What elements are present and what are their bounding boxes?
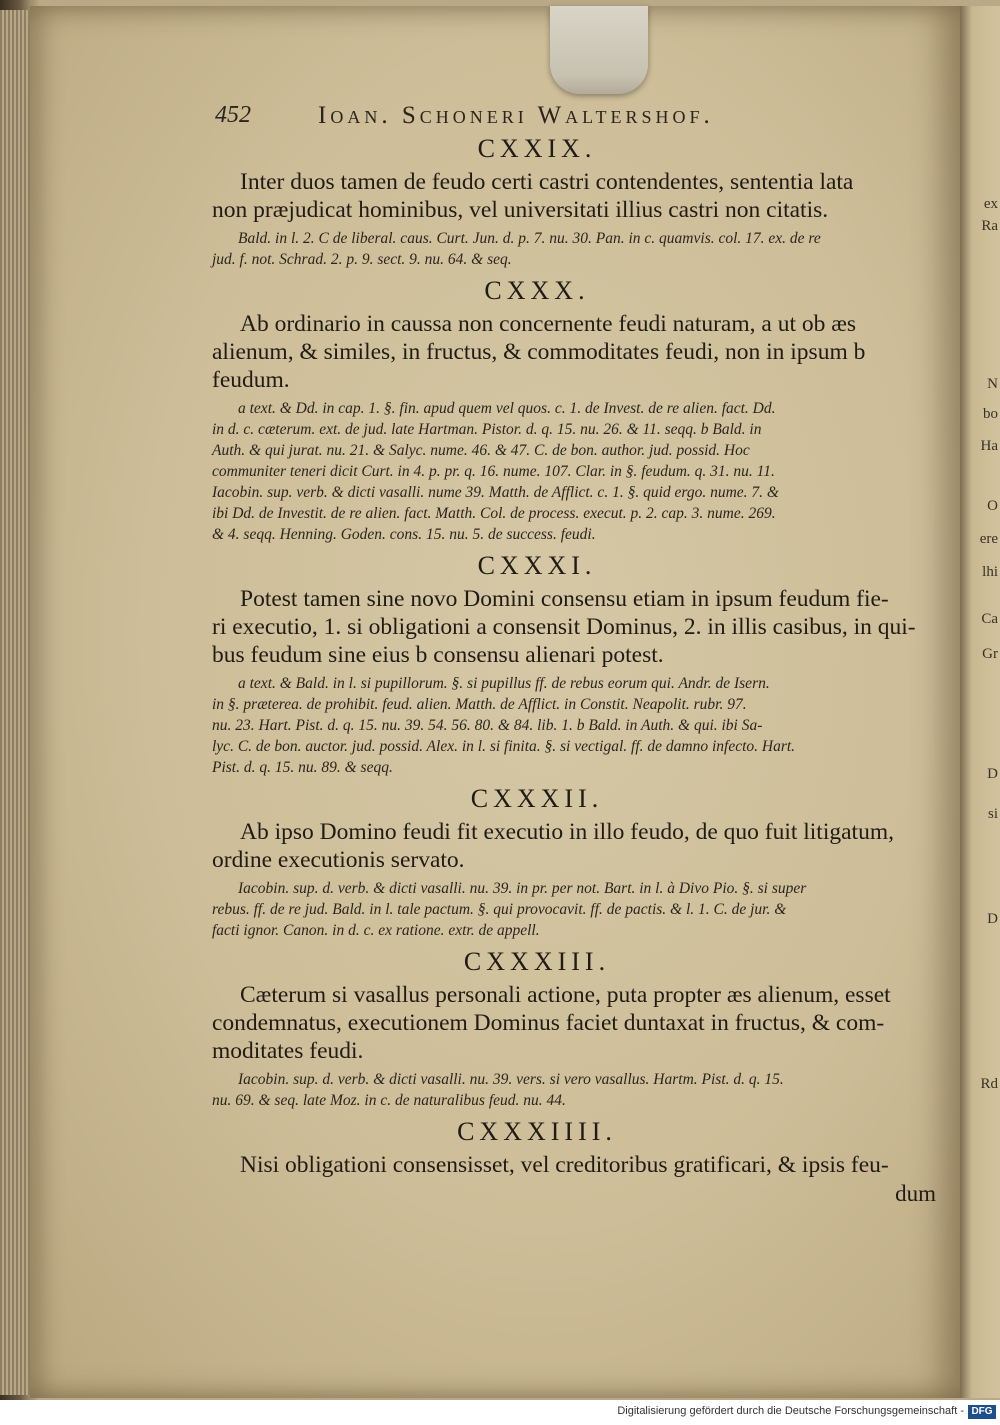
citation-note [212, 673, 942, 778]
section-number: CXXIX. [477, 134, 597, 163]
page-stack-edge [0, 10, 32, 1395]
text-line: ri executio, 1. si obligationi a consensit Dominus, 2. in illis casibus, in qui- [212, 614, 916, 640]
note-line: a text. & Dd. in cap. 1. §. fin. apud quem vel quos. c. 1. de Invest. de re alien. fact. Dd. [238, 400, 776, 417]
section-block [212, 134, 942, 270]
margin-fragment: N [987, 376, 998, 392]
note-line: Iacobin. sup. d. verb. & dicti vasalli. nu. 39. in pr. per not. Bart. in l. à Divo Pio. §. si super [238, 880, 807, 897]
catchword: dum [895, 1181, 936, 1206]
footer-credit: Digitalisierung gefördert durch die Deutsche Forschungsgemeinschaft - [617, 1405, 964, 1417]
section-text [212, 981, 942, 1065]
section-text [212, 168, 942, 224]
note-line: in §. præterea. de prohibit. feud. alien. Matth. de Afflict. in Constit. Neapolit. rubr. 97. [212, 696, 747, 713]
text-line: feudum. [212, 367, 290, 393]
text-line: Cæterum si vasallus personali actione, puta propter æs alienum, esset [240, 982, 891, 1008]
margin-fragment: Gr [982, 646, 998, 662]
margin-fragment: O [987, 498, 998, 514]
page-header [215, 102, 935, 134]
section-text [212, 310, 942, 394]
section-text [212, 1151, 942, 1179]
text-line: moditates feudi. [212, 1038, 364, 1064]
margin-fragment: Ra [981, 218, 998, 234]
note-line: a text. & Bald. in l. si pupillorum. §. si pupillus ff. de rebus eorum qui. Andr. de Isern. [238, 675, 770, 692]
page-body [212, 132, 942, 1207]
note-line: facti ignor. Canon. in d. c. ex ratione. extr. de appell. [212, 922, 540, 939]
section-number: CXXX. [484, 276, 590, 305]
section-block [212, 1117, 942, 1179]
section-number: CXXXII. [470, 784, 604, 813]
section-block [212, 276, 942, 545]
margin-fragment: Rd [980, 1076, 998, 1092]
section-number: CXXXI. [477, 551, 597, 580]
citation-note [212, 1069, 942, 1111]
text-line: non præjudicat hominibus, vel universitati illius castri non citatis. [212, 197, 829, 223]
text-line: Ab ordinario in caussa non concernente feudi naturam, a ut ob æs [240, 311, 857, 337]
running-title: Ioan. Schoneri Waltershof. [318, 102, 714, 129]
citation-note [212, 398, 942, 545]
margin-fragment: si [987, 806, 998, 822]
note-line: lyc. C. de bon. auctor. jud. possid. Alex. in l. si finita. §. si vectigal. ff. de damno infecto. Hart. [212, 738, 796, 755]
note-line: Iacobin. sup. d. verb. & dicti vasalli. nu. 39. vers. si vero vasallus. Hartm. Pist. d. q. 15. [238, 1071, 784, 1088]
note-line: ibi Dd. de Investit. de re alien. fact. Matth. Col. de process. execut. p. 2. cap. 3. nume. 269. [212, 505, 776, 522]
section-text [212, 585, 942, 669]
text-line: ordine executionis servato. [212, 847, 465, 873]
note-line: Bald. in l. 2. C de liberal. caus. Curt. Jun. d. p. 7. nu. 30. Pan. in c. quamvis. col. 17. ex. de re [238, 230, 821, 247]
text-line: Inter duos tamen de feudo certi castri contendentes, sententia lata [240, 169, 854, 195]
note-line: rebus. ff. de re jud. Bald. in l. tale pactum. §. qui provocavit. ff. de pactis. & l. 1. C. de jur. & [212, 901, 787, 918]
footer-bar [0, 1400, 1000, 1425]
note-line: Iacobin. sup. verb. & dicti vasalli. nume 39. Matth. de Afflict. c. 1. §. quid ergo. nume. 7. & [212, 484, 779, 501]
citation-note [212, 878, 942, 941]
note-line: Pist. d. q. 15. nu. 89. & seqq. [212, 759, 393, 776]
note-line: jud. f. not. Schrad. 2. p. 9. sect. 9. nu. 64. & seq. [212, 251, 512, 268]
note-line: communiter teneri dicit Curt. in 4. p. pr. q. 16. nume. 107. Clar. in §. feudum. q. 31. nu. 11. [212, 463, 775, 480]
margin-fragment: D [987, 911, 998, 927]
margin-fragment: Ha [980, 438, 998, 454]
section-block [212, 551, 942, 778]
text-line: Potest tamen sine novo Domini consensu etiam in ipsum feudum fie- [240, 586, 889, 612]
margin-fragment: ere [979, 531, 998, 547]
page-clip [550, 6, 648, 94]
margin-fragment: bo [983, 406, 998, 422]
text-line: Nisi obligationi consensisset, vel creditoribus gratificari, & ipsis feu- [240, 1152, 889, 1178]
citation-note [212, 228, 942, 270]
note-line: & 4. seqq. Henning. Goden. cons. 15. nu. 5. de success. feudi. [212, 526, 596, 543]
note-line: nu. 69. & seq. late Moz. in c. de naturalibus feud. nu. 44. [212, 1092, 566, 1109]
note-line: nu. 23. Hart. Pist. d. q. 15. nu. 39. 54. 56. 80. & 84. lib. 1. b Bald. in Auth. & qui. ibi Sa- [212, 717, 763, 734]
margin-fragment: D [987, 766, 998, 782]
note-line: Auth. & qui jurat. nu. 21. & Salyc. nume. 46. & 47. C. de bon. author. jud. possid. Hoc [212, 442, 750, 459]
text-line: Ab ipso Domino feudi fit executio in illo feudo, de quo fuit litigatum, [240, 819, 894, 845]
section-number: CXXXIIII. [457, 1117, 617, 1146]
section-block [212, 784, 942, 941]
page-number: 452 [215, 102, 251, 128]
margin-fragment: Ca [981, 611, 998, 627]
dfg-logo: DFG [968, 1405, 996, 1419]
note-line: in d. c. cæterum. ext. de jud. late Hartman. Pistor. d. q. 15. nu. 26. & 11. seqq. b Bald. in [212, 421, 762, 438]
margin-fragment: ex [983, 196, 998, 212]
section-block [212, 947, 942, 1111]
text-line: condemnatus, executionem Dominus faciet duntaxat in fructus, & com- [212, 1010, 885, 1036]
text-line: alienum, & similes, in fructus, & commoditates feudi, non in ipsum b [212, 339, 866, 365]
text-line: bus feudum sine eius b consensu alienari potest. [212, 642, 664, 668]
section-number: CXXXIII. [463, 947, 611, 976]
section-text [212, 818, 942, 874]
facing-page-edge [960, 6, 1000, 1398]
margin-fragment: lhi [982, 564, 998, 580]
